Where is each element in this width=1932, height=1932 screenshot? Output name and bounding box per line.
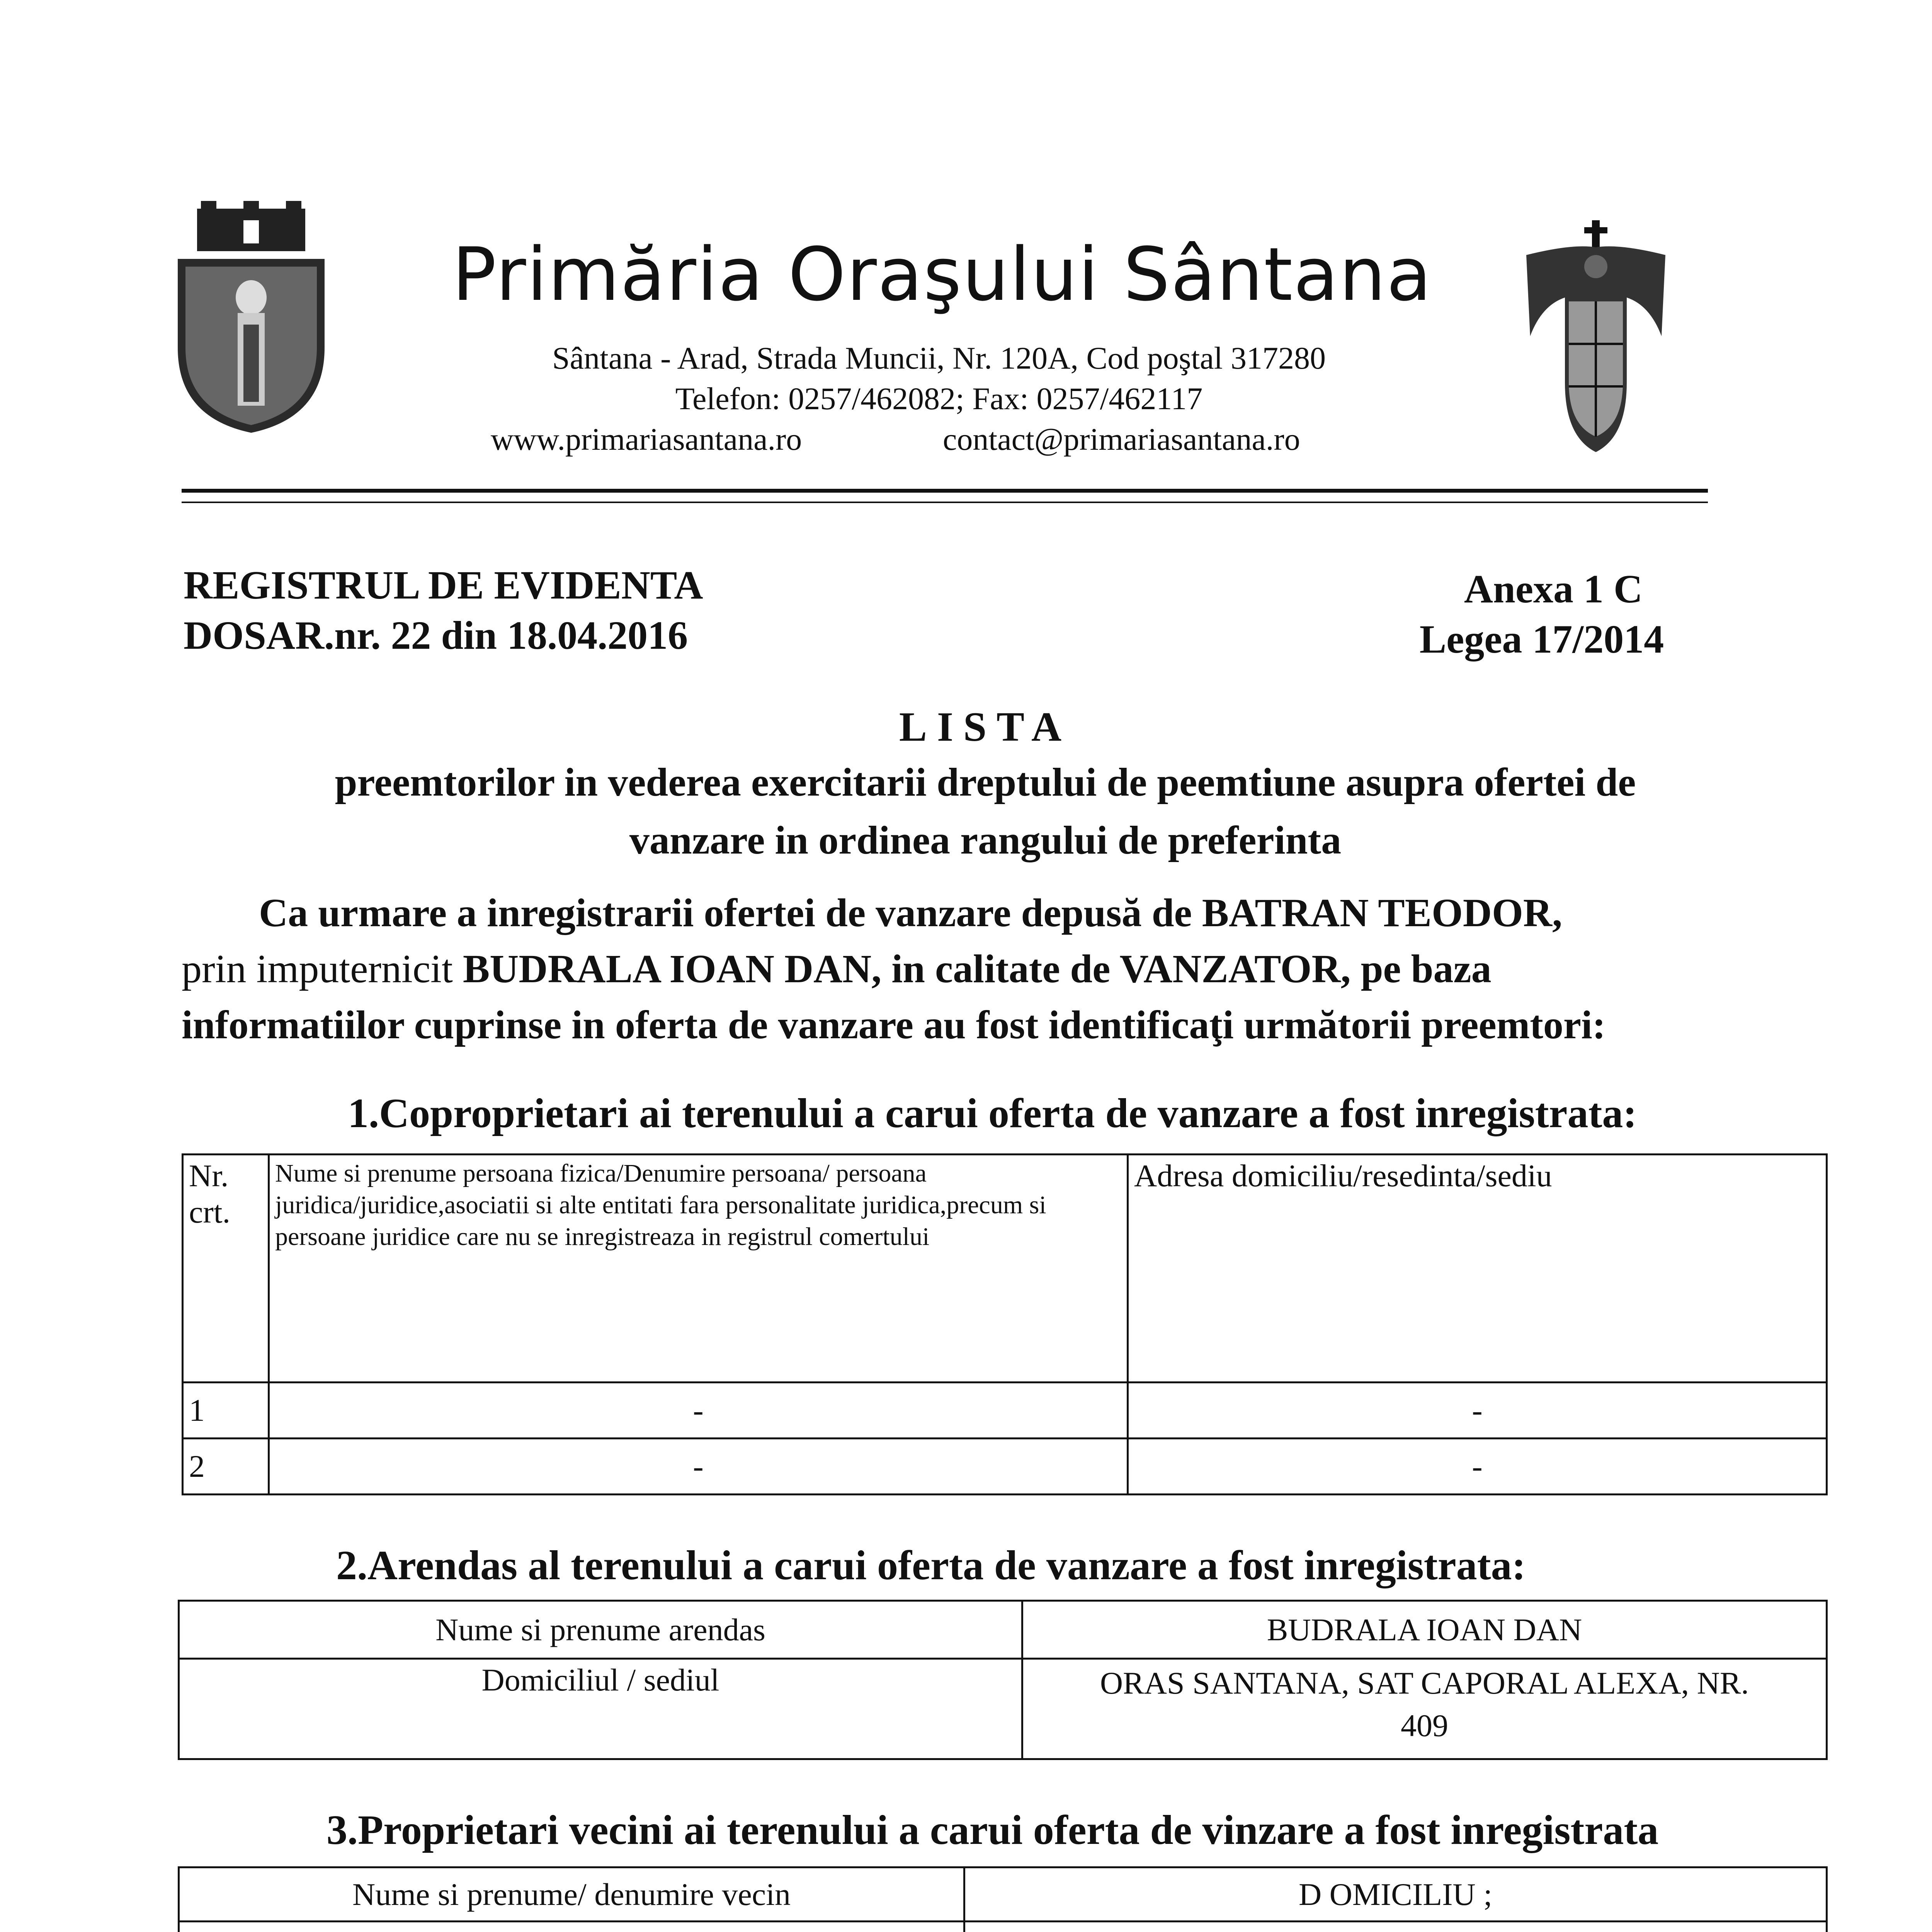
email-link[interactable]: contact@primariasantana.ro xyxy=(943,422,1300,457)
section3-heading: 3.Proprietari vecini ai terenului a carui oferta de vinzare a fost inregistrata xyxy=(327,1807,1659,1853)
document-subtitle xyxy=(216,753,1754,869)
table-row xyxy=(183,1383,1827,1439)
romania-coat-of-arms-icon xyxy=(1519,220,1673,452)
neighbor-domicile xyxy=(964,1922,1827,1932)
header-rule-thin xyxy=(182,502,1708,503)
header-rule-thick xyxy=(182,489,1708,493)
registry-title: REGISTRUL DE EVIDENTA xyxy=(184,563,703,607)
dossier-number: DOSAR.nr. 22 din 18.04.2016 xyxy=(184,613,688,658)
neighbor-name xyxy=(179,1922,964,1932)
website-link[interactable]: www.primariasantana.ro xyxy=(491,422,802,457)
col-nr-header: Nr. crt. xyxy=(183,1155,269,1383)
tenant-table xyxy=(178,1600,1828,1760)
intro-line-3: informatiilor cuprinse in oferta de vanzare au fost identificaţi următorii preemtori: xyxy=(182,1003,1606,1047)
row-address: - xyxy=(1128,1383,1827,1439)
town-crest-icon xyxy=(170,201,332,433)
intro-line-2a: prin imputernicit xyxy=(182,947,463,991)
subtitle-line-2: vanzare in ordinea rangului de preferinta xyxy=(629,818,1342,862)
section2-heading: 2.Arendas al terenului a carui oferta de vanzare a fost inregistrata: xyxy=(336,1543,1526,1588)
tenant-name-value: BUDRALA IOAN DAN xyxy=(1022,1601,1827,1659)
neighbor-name-header: Nume si prenume/ denumire vecin xyxy=(179,1867,964,1922)
table-row xyxy=(183,1439,1827,1495)
row-nr: 2 xyxy=(183,1439,269,1495)
address-line: Sântana - Arad, Strada Muncii, Nr. 120A, Cod poştal 317280 xyxy=(552,340,1326,376)
col-address-header: Adresa domiciliu/resedinta/sediu xyxy=(1128,1155,1827,1383)
phone-line: Telefon: 0257/462082; Fax: 0257/462117 xyxy=(675,381,1203,416)
row-address: - xyxy=(1128,1439,1827,1495)
tenant-domicile-value: ORAS SANTANA, SAT CAPORAL ALEXA, NR. 409 xyxy=(1022,1659,1827,1759)
tenant-domicile-label: Domiciliul / sediul xyxy=(179,1659,1022,1759)
neighbor-domicile-header: D OMICILIU ; xyxy=(964,1867,1827,1922)
section1-heading: 1.Coproprietari ai terenului a carui oferta de vanzare a fost inregistrata: xyxy=(348,1090,1637,1136)
intro-line-2b: BUDRALA IOAN DAN, in calitate de VANZATOR, pe baza xyxy=(463,947,1492,991)
row-name: - xyxy=(269,1439,1128,1495)
document-title: LISTA xyxy=(899,704,1072,750)
institution-title: Primăria Oraşului Sântana xyxy=(452,232,1432,317)
tenant-name-label: Nume si prenume arendas xyxy=(179,1601,1022,1659)
row-nr: 1 xyxy=(183,1383,269,1439)
annex-label: Anexa 1 C xyxy=(1464,567,1643,611)
intro-line-1: Ca urmare a inregistrarii ofertei de vanzare depusă de BATRAN TEODOR, xyxy=(259,891,1562,935)
table-row xyxy=(179,1922,1827,1932)
law-label: Legea 17/2014 xyxy=(1419,617,1664,662)
col-name-header: Nume si prenume persoana fizica/Denumire persoana/ persoana juridica/juridice,asociatii si alte entitati fara personalitate juridica,precum si persoane juridice care nu se inregistreaza in registrul comertului xyxy=(269,1155,1128,1383)
row-name: - xyxy=(269,1383,1128,1439)
neighbors-table xyxy=(178,1866,1828,1932)
intro-paragraph xyxy=(182,885,1774,1053)
coowners-table xyxy=(182,1153,1828,1495)
subtitle-line-1: preemtorilor in vederea exercitarii dreptului de peemtiune asupra ofertei de xyxy=(335,760,1636,804)
